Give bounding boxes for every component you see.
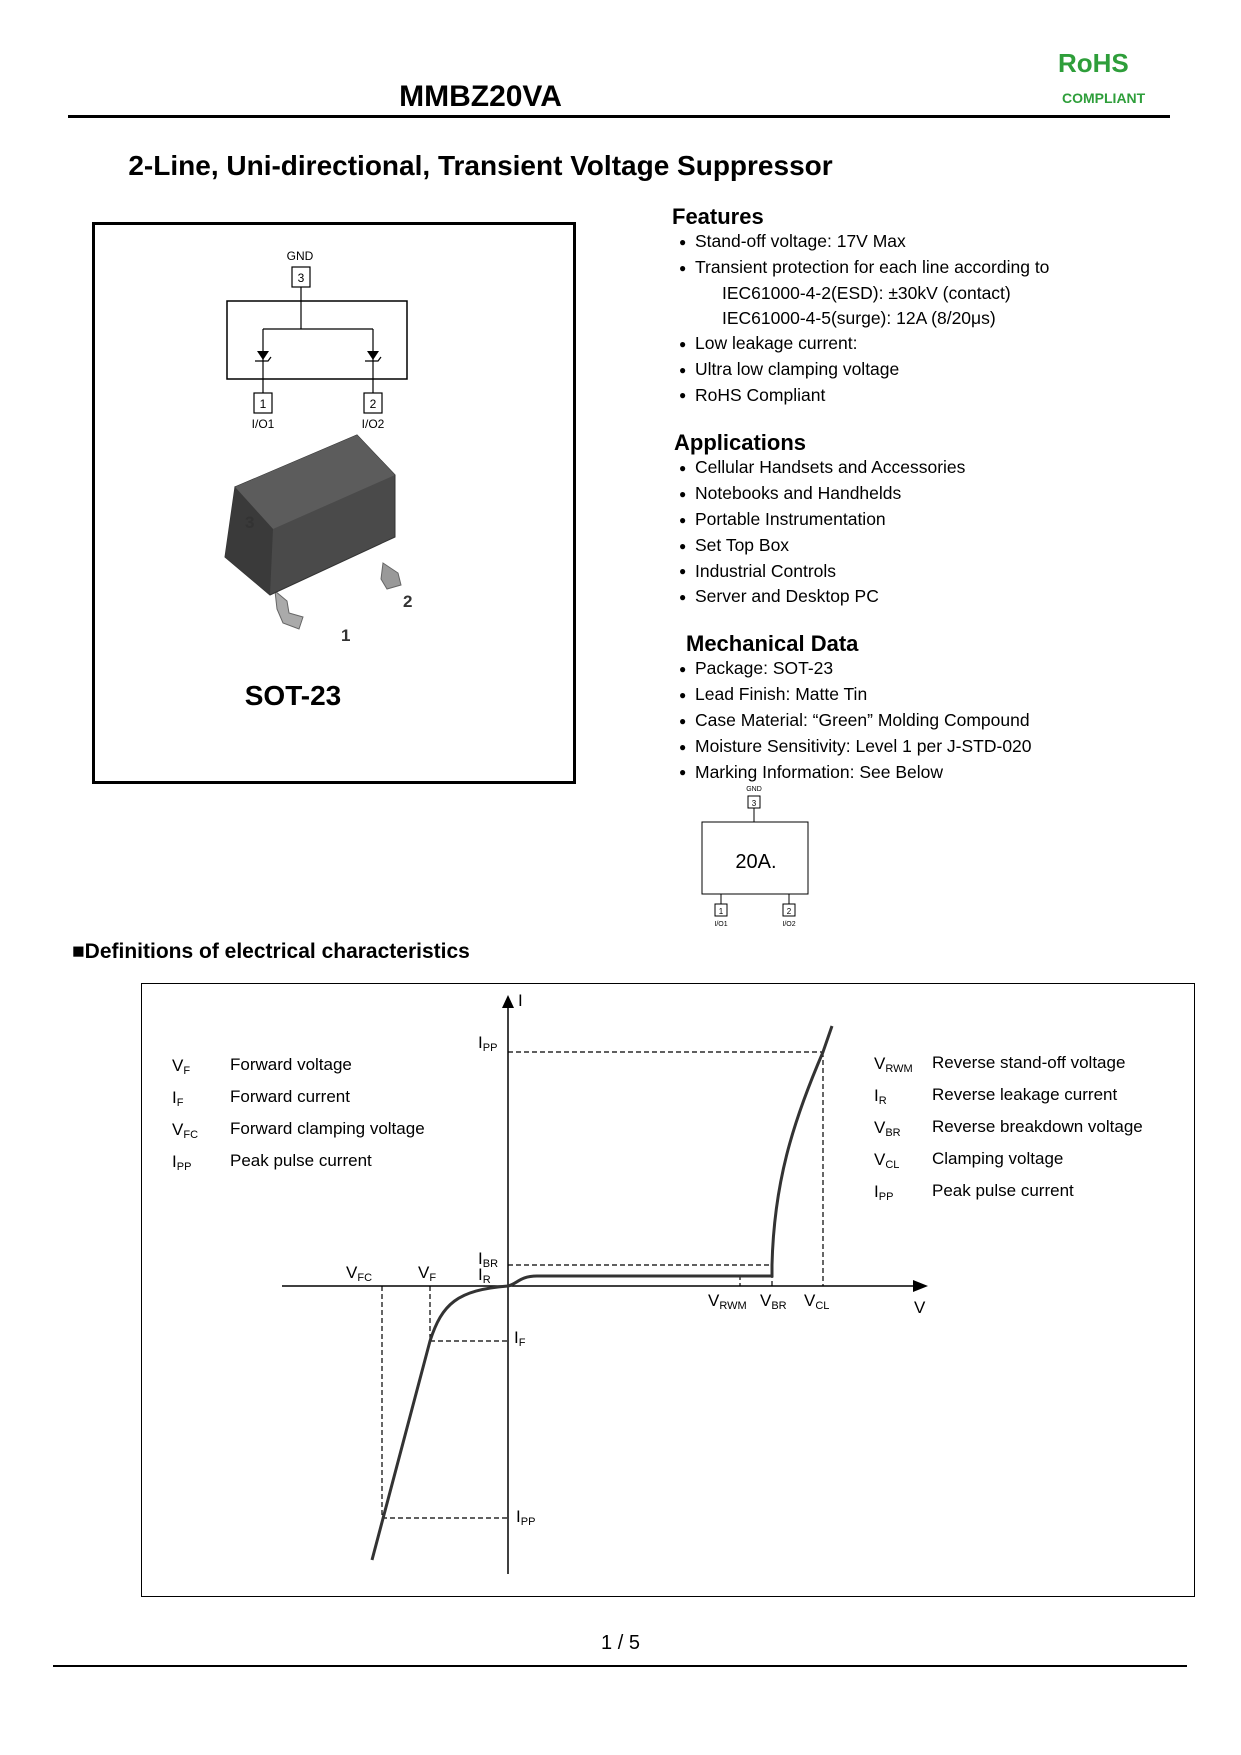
legend-desc: Forward current xyxy=(230,1087,350,1106)
legend-desc: Reverse leakage current xyxy=(932,1085,1118,1104)
schematic-io1: I/O1 xyxy=(251,417,275,431)
page-number: 1 / 5 xyxy=(601,1632,640,1654)
legend-desc: Clamping voltage xyxy=(932,1149,1064,1168)
pin-schematic xyxy=(227,249,407,431)
header-rule xyxy=(68,115,1170,118)
v-axis-label: V xyxy=(914,1298,926,1317)
applications-heading: Applications xyxy=(674,430,807,455)
iv-curve-box xyxy=(141,983,1195,1597)
marking-pin2: 2 xyxy=(786,907,792,916)
vbr-label: VBR xyxy=(760,1291,787,1312)
list-item: ● Moisture Sensitivity: Level 1 per J-STD-020 xyxy=(679,735,1032,756)
schematic-and-package xyxy=(95,225,573,781)
legend-symbol: IR xyxy=(874,1086,887,1107)
legend-symbol: IF xyxy=(172,1088,184,1109)
list-item: ● Transient protection for each line according to xyxy=(679,256,1050,277)
marking-io2: I/O2 xyxy=(782,921,796,928)
marking-io1: I/O1 xyxy=(714,921,728,928)
page-title: MMBZ20VA xyxy=(399,80,562,113)
schematic-io2: I/O2 xyxy=(361,417,385,431)
list-item: IEC61000-4-5(surge): 12A (8/20μs) xyxy=(722,307,996,328)
marking-gnd-label: GND xyxy=(746,786,762,793)
vcl-label: VCL xyxy=(804,1291,830,1312)
vrwm-label: VRWM xyxy=(708,1291,747,1312)
sot23-package-image xyxy=(225,435,412,711)
legend-symbol: IPP xyxy=(172,1152,192,1173)
list-item: ● Set Top Box xyxy=(679,534,790,555)
marking-diagram xyxy=(690,780,830,930)
schematic-pin3: 3 xyxy=(297,271,305,285)
tvs-diode-icon xyxy=(257,351,269,360)
ir-label: IR xyxy=(478,1265,491,1286)
list-item: ● Low leakage current: xyxy=(679,332,858,353)
schematic-pin1: 1 xyxy=(259,397,267,411)
package-pin1-label: 1 xyxy=(341,626,351,645)
list-item: ● Portable Instrumentation xyxy=(679,508,886,529)
legend-desc: Forward clamping voltage xyxy=(230,1119,425,1138)
legend-symbol: VFC xyxy=(172,1120,199,1141)
applications-list xyxy=(679,455,965,610)
definitions-heading: ■Definitions of electrical characteristics xyxy=(72,940,470,963)
legend-symbol: VCL xyxy=(874,1150,900,1171)
legend-symbol: VF xyxy=(172,1056,191,1077)
legend-desc: Reverse breakdown voltage xyxy=(932,1117,1143,1136)
marking-pin3: 3 xyxy=(751,799,757,808)
document-subtitle: 2-Line, Uni-directional, Transient Voltage Suppressor xyxy=(128,150,833,181)
schematic-pin2: 2 xyxy=(369,397,377,411)
legend-symbol: VBR xyxy=(874,1118,901,1139)
list-item: ● Industrial Controls xyxy=(679,560,837,581)
i-axis-label: I xyxy=(518,991,523,1010)
footer-rule xyxy=(53,1665,1187,1667)
tvs-diode-icon xyxy=(367,351,379,360)
rohs-compliant-label: COMPLIANT xyxy=(1062,90,1146,106)
vf-label: VF xyxy=(418,1263,437,1284)
list-item: ● Cellular Handsets and Accessories xyxy=(679,457,966,477)
features-heading: Features xyxy=(672,204,764,229)
package-pin2-label: 2 xyxy=(403,592,413,611)
list-item: IEC61000-4-2(ESD): ±30kV (contact) xyxy=(722,282,1011,303)
list-item: ● Lead Finish: Matte Tin xyxy=(679,683,868,704)
rohs-logo: RoHS xyxy=(1058,48,1129,78)
ibr-label: IBR xyxy=(478,1249,499,1270)
legend-symbol: VRWM xyxy=(874,1054,913,1075)
iv-curve-chart xyxy=(142,984,1194,1596)
mechanical-heading: Mechanical Data xyxy=(686,631,859,656)
ipp-bottom-label: IPP xyxy=(516,1507,536,1528)
mechanical-list xyxy=(679,656,1032,785)
if-label: IF xyxy=(514,1328,526,1349)
legend-desc: Forward voltage xyxy=(230,1055,352,1074)
legend-desc: Peak pulse current xyxy=(932,1181,1074,1200)
list-item: ● Ultra low clamping voltage xyxy=(679,358,900,379)
left-legend xyxy=(172,1055,425,1173)
list-item: ● Notebooks and Handhelds xyxy=(679,482,902,503)
features-list xyxy=(679,229,1049,408)
right-legend xyxy=(874,1053,1143,1203)
schematic-gnd-label: GND xyxy=(286,249,314,263)
package-figure-box xyxy=(92,222,576,784)
marking-pin1: 1 xyxy=(718,907,724,916)
marking-code: 20A. xyxy=(735,851,777,873)
reference-lines xyxy=(382,1052,823,1518)
list-item: ● Case Material: “Green” Molding Compound xyxy=(679,709,1030,730)
legend-symbol: IPP xyxy=(874,1182,894,1203)
list-item: ● RoHS Compliant xyxy=(679,384,826,405)
i-axis-arrow-icon xyxy=(502,995,514,1008)
legend-desc: Peak pulse current xyxy=(230,1151,372,1170)
list-item: ● Package: SOT-23 xyxy=(679,658,834,678)
package-pin3-label: 3 xyxy=(245,513,255,532)
list-item: ● Stand-off voltage: 17V Max xyxy=(679,231,906,251)
legend-desc: Reverse stand-off voltage xyxy=(932,1053,1126,1072)
list-item: ● Server and Desktop PC xyxy=(679,586,879,607)
ipp-top-label: IPP xyxy=(478,1033,498,1054)
schematic-body xyxy=(227,301,407,379)
v-axis-arrow-icon xyxy=(913,1280,928,1292)
list-item: ● Marking Information: See Below xyxy=(679,761,944,782)
vfc-label: VFC xyxy=(346,1263,373,1284)
package-name: SOT-23 xyxy=(244,680,342,711)
